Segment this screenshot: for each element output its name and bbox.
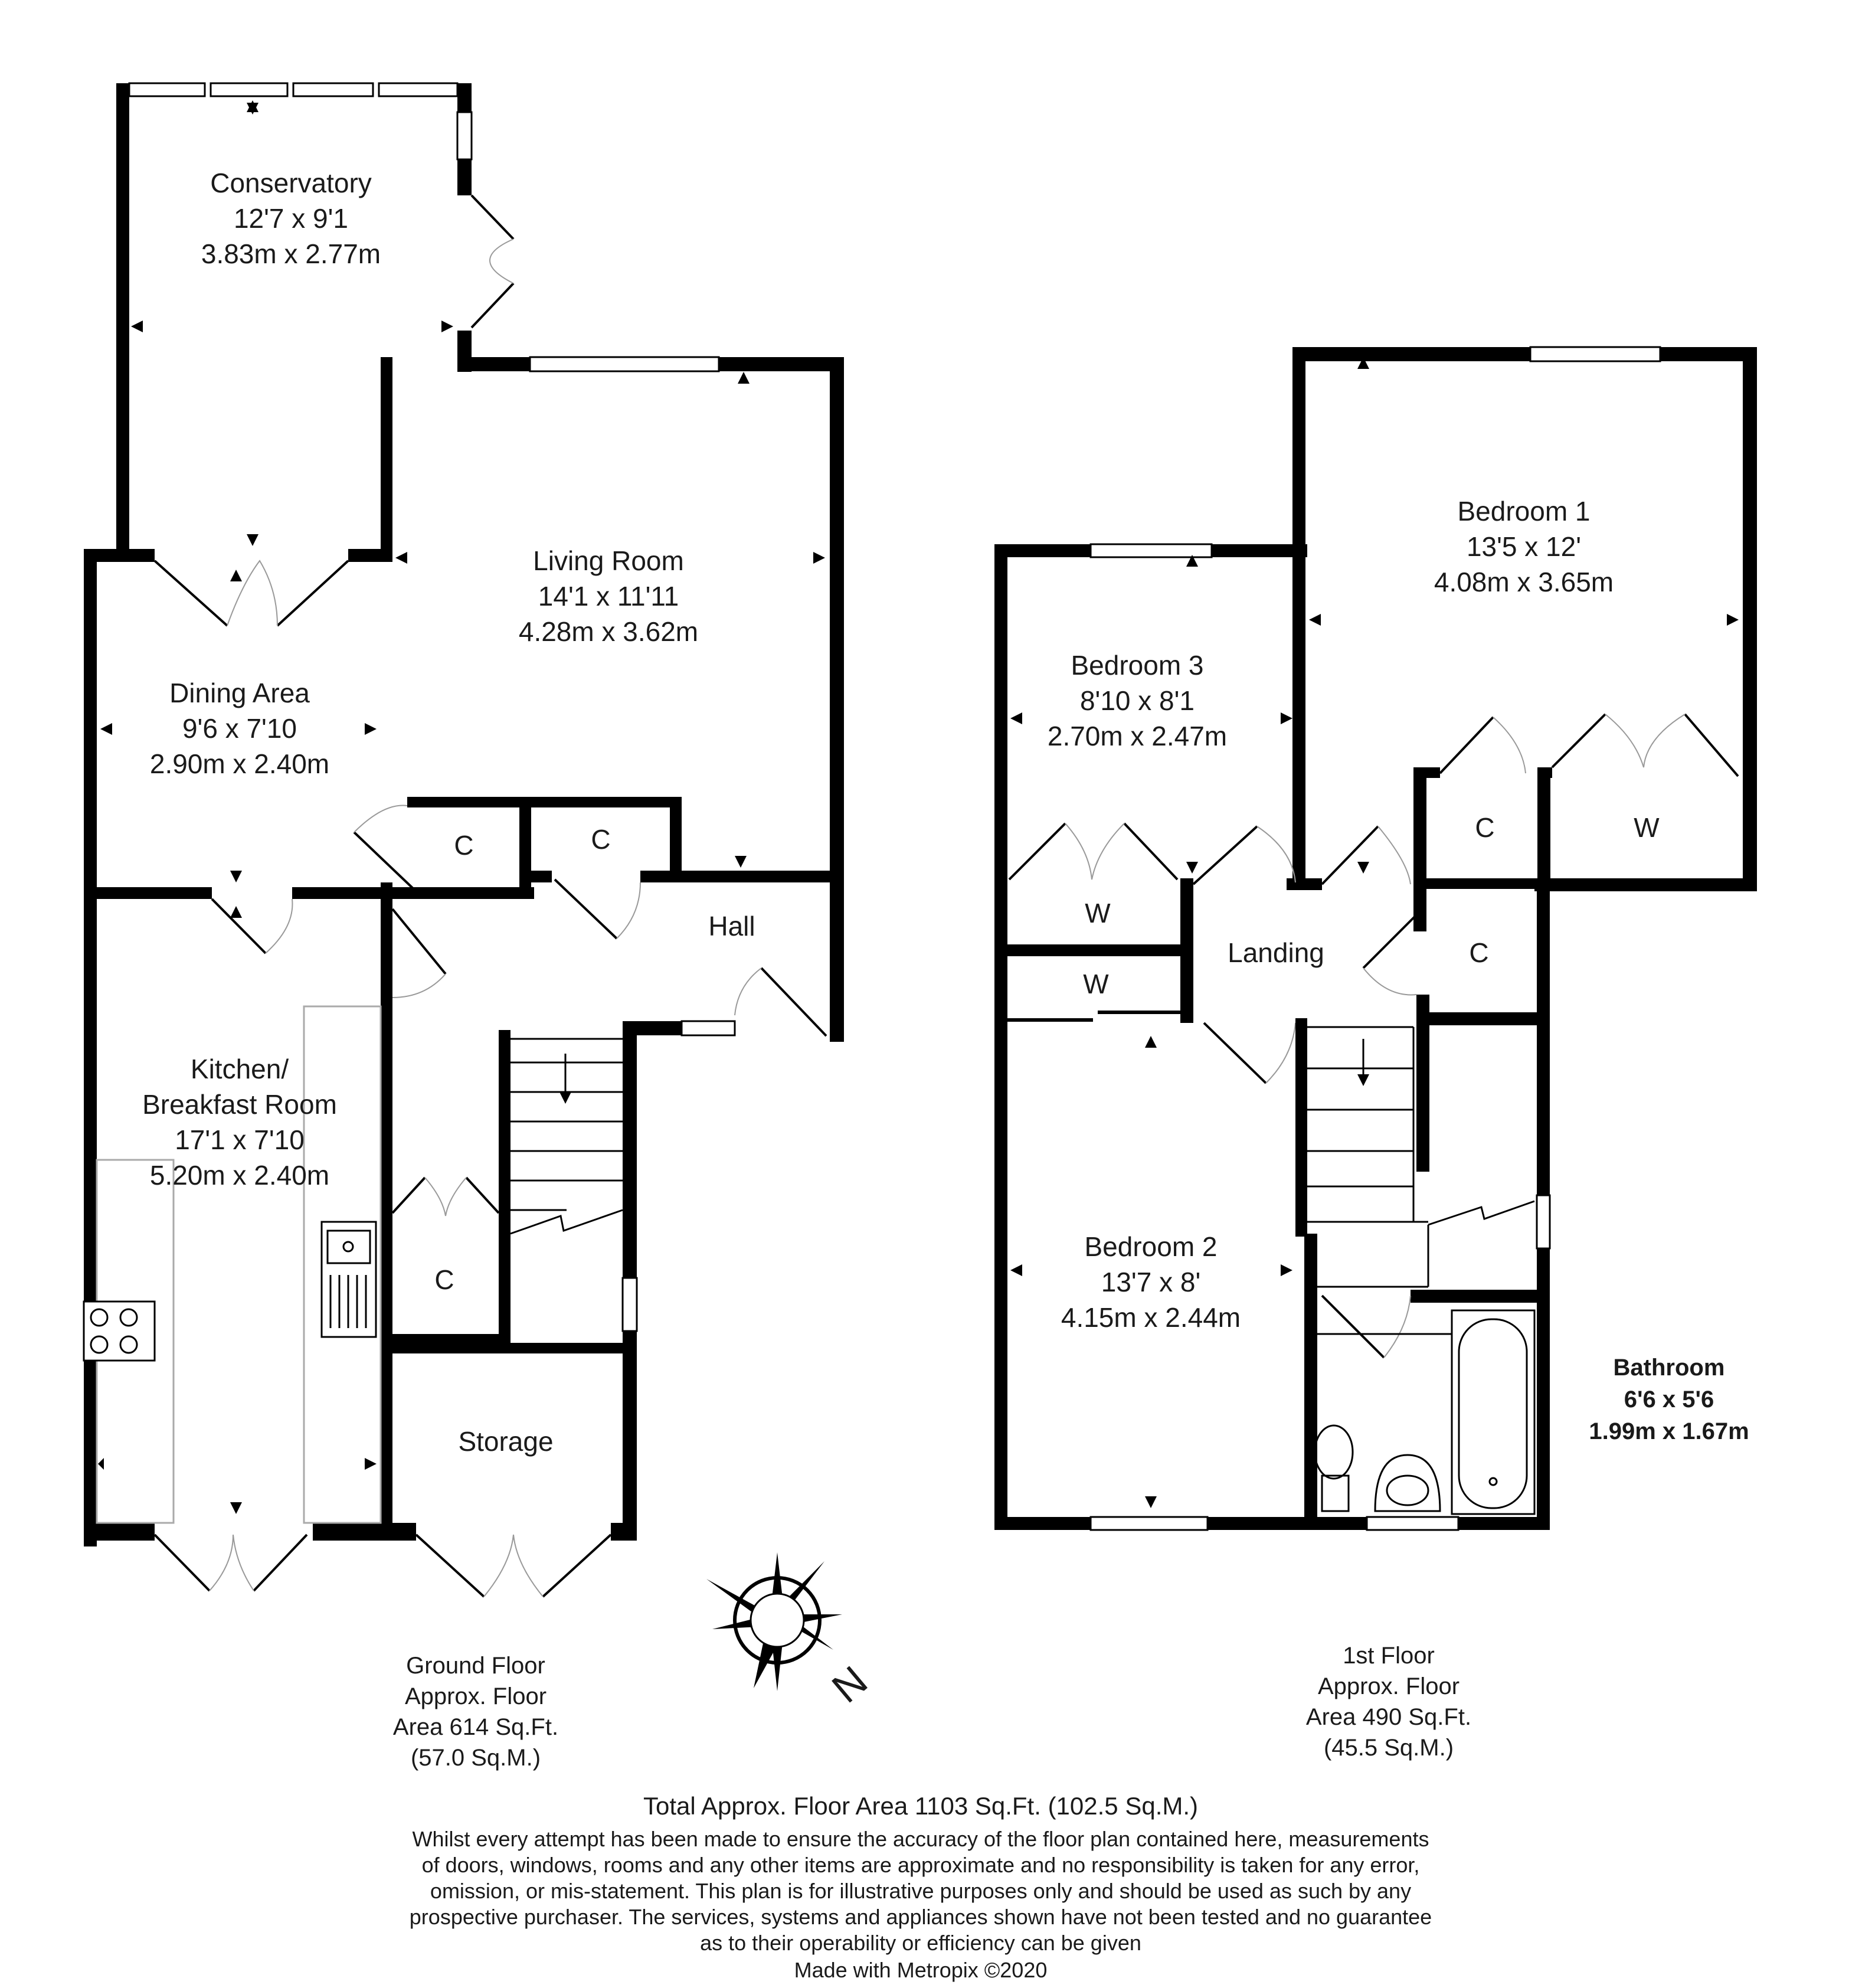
window (1530, 347, 1660, 361)
svg-text:Area 490 Sq.Ft.: Area 490 Sq.Ft. (1305, 1704, 1472, 1730)
door-leaf (1009, 823, 1065, 879)
door-leaf (472, 283, 513, 328)
window (530, 357, 719, 371)
bedroom3-name: Bedroom 3 (1071, 650, 1204, 681)
living-room-east-wall (830, 357, 844, 1042)
svg-text:Approx. Floor: Approx. Floor (404, 1683, 547, 1709)
conservatory-imperial: 12'7 x 9'1 (233, 203, 349, 234)
first-floor-area (1306, 1643, 1471, 1761)
bedroom1-east-wall (1743, 347, 1757, 890)
svg-text:prospective purchaser. The ser: prospective purchaser. The services, systems and appliances shown have not been tested and no guarantee (409, 1905, 1432, 1929)
door-leaf (1193, 826, 1257, 884)
storage-name: Storage (458, 1426, 554, 1457)
cupboard-label: C (1475, 812, 1495, 843)
door-leaf (212, 899, 266, 953)
window (211, 83, 287, 96)
hall-west-wall (381, 882, 392, 1538)
dining-area-imperial: 9'6 x 7'10 (182, 713, 297, 744)
compass-icon (706, 1552, 842, 1691)
conservatory-name: Conservatory (210, 168, 372, 198)
cupboard-label: C (1469, 937, 1489, 968)
credit: Made with Metropix ©2020 (794, 1958, 1048, 1982)
window (1091, 1517, 1207, 1530)
kitchen-name-line1: Kitchen/ (190, 1054, 289, 1084)
bedroom2-name: Bedroom 2 (1084, 1231, 1218, 1262)
door-leaf (543, 1535, 611, 1597)
door-leaf (392, 1178, 425, 1213)
first-west-wall (994, 544, 1007, 1530)
kitchen-metric: 5.20m x 2.40m (149, 1160, 330, 1191)
window (1367, 1517, 1458, 1530)
svg-text:Whilst every attempt has been: Whilst every attempt has been made to ensure the accuracy of the floor plan contained here, measurements (412, 1827, 1429, 1851)
svg-text:of doors, windows, rooms and a: of doors, windows, rooms and any other items are approximate and no responsibility is taken for any error, (421, 1853, 1420, 1877)
cupboard-label: C (591, 824, 611, 855)
door-leaf (1322, 1296, 1384, 1358)
svg-text:as to their operability or eff: as to their operability or efficiency can be given (700, 1931, 1141, 1955)
svg-text:(57.0 Sq.M.): (57.0 Sq.M.) (410, 1745, 541, 1771)
total-area: Total Approx. Floor Area 1103 Sq.Ft. (102.5 Sq.M.) (643, 1792, 1199, 1820)
bedroom3-metric: 2.70m x 2.47m (1047, 721, 1228, 751)
svg-text:Approx. Floor: Approx. Floor (1317, 1673, 1460, 1699)
svg-text:(45.5 Sq.M.): (45.5 Sq.M.) (1323, 1735, 1454, 1761)
living-room-imperial: 14'1 x 11'11 (538, 581, 679, 612)
svg-text:1st Floor: 1st Floor (1343, 1643, 1435, 1669)
disclaimer (410, 1827, 1432, 1955)
first-south-wall (994, 1517, 1550, 1530)
window (1537, 1195, 1550, 1248)
door-leaf (761, 968, 826, 1036)
door-leaf (155, 561, 227, 626)
hob-icon (84, 1302, 155, 1361)
compass-letter: N (823, 1657, 876, 1712)
sink-icon (322, 1222, 376, 1337)
conservatory-west-wall (116, 83, 129, 555)
kitchen-imperial: 17'1 x 7'10 (175, 1124, 305, 1155)
window (293, 83, 373, 96)
door-leaf (277, 561, 348, 626)
washbasin-icon (1375, 1455, 1440, 1511)
door-leaf (466, 1178, 499, 1213)
window (1091, 544, 1212, 557)
door-leaf (1552, 714, 1605, 767)
kitchen-name-line2: Breakfast Room (142, 1089, 337, 1120)
bedroom3-imperial: 8'10 x 8'1 (1079, 685, 1195, 716)
door-leaf (472, 195, 513, 239)
wardrobe-label: W (1083, 969, 1109, 999)
cupboard-label: C (434, 1264, 454, 1295)
bathroom-name: Bathroom (1613, 1355, 1725, 1381)
living-room-name: Living Room (533, 545, 684, 576)
bedroom1-north-wall (1292, 347, 1756, 361)
bedroom1-imperial: 13'5 x 12' (1466, 531, 1582, 562)
first-floor-plan (994, 347, 1757, 1530)
conservatory-metric: 3.83m x 2.77m (201, 238, 381, 269)
bathroom-metric: 1.99m x 1.67m (1589, 1418, 1749, 1444)
window (623, 1278, 637, 1331)
bedroom2-metric: 4.15m x 2.44m (1061, 1302, 1241, 1333)
wardrobe-label: W (1634, 812, 1660, 843)
bedroom2-imperial: 13'7 x 8' (1101, 1267, 1201, 1297)
window (457, 112, 472, 159)
bath-icon (1452, 1310, 1534, 1514)
door-leaf (1322, 826, 1378, 884)
door-leaf (1685, 714, 1738, 776)
dining-area-name: Dining Area (169, 678, 310, 708)
door-leaf (1440, 717, 1493, 773)
ground-west-wall (84, 549, 97, 1546)
ground-floor-area (393, 1653, 558, 1771)
living-room-west-wall (381, 357, 392, 558)
staircase (511, 1039, 623, 1234)
svg-text:omission, or mis-statement. Th: omission, or mis-statement. This plan is for illustrative purposes only and should be used as such by any (430, 1879, 1412, 1903)
svg-text:Ground Floor: Ground Floor (406, 1653, 545, 1679)
dimension-arrows (1010, 357, 1739, 1508)
toilet-icon (1315, 1425, 1353, 1511)
bedroom1-name: Bedroom 1 (1457, 496, 1591, 527)
door-leaf (1204, 1023, 1266, 1083)
window (682, 1021, 735, 1035)
door-leaf (1363, 912, 1419, 968)
window (129, 83, 205, 96)
hall-name: Hall (708, 911, 755, 941)
cupboard-label: C (454, 830, 474, 861)
window (379, 83, 457, 96)
door-leaf (416, 1535, 484, 1597)
bathroom-imperial: 6'6 x 5'6 (1624, 1387, 1714, 1412)
wardrobe-label: W (1085, 898, 1111, 928)
bedroom1-metric: 4.08m x 3.65m (1434, 567, 1614, 597)
door-leaf (555, 879, 617, 939)
landing-name: Landing (1228, 937, 1324, 968)
living-room-metric: 4.28m x 3.62m (518, 616, 699, 647)
door-leaf (392, 909, 446, 974)
door-leaf (254, 1535, 307, 1591)
svg-text:Area 614 Sq.Ft.: Area 614 Sq.Ft. (392, 1714, 559, 1740)
door-leaf (1124, 823, 1177, 879)
dining-area-metric: 2.90m x 2.40m (149, 748, 330, 779)
door-leaf (155, 1535, 210, 1591)
